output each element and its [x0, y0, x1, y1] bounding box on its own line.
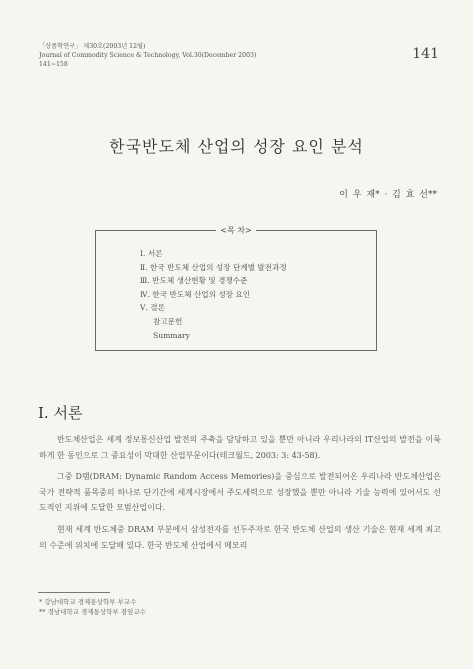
body-text — [39, 432, 441, 559]
paper-title: 한국반도체 산업의 성장 요인 분석 — [109, 137, 364, 156]
toc-item-2: Ⅱ. 한국 반도체 산업의 성장 단계별 발전과정 — [140, 262, 287, 272]
journal-header-line1: 「상품학연구」 제30호(2003년 12월) — [39, 43, 146, 50]
toc-item-4: Ⅳ. 한국 반도체 산업의 성장 요인 — [140, 289, 251, 299]
toc-item-1: Ⅰ. 서론 — [140, 249, 163, 258]
toc-item-3: Ⅲ. 반도체 생산현황 및 경쟁수준 — [140, 276, 248, 286]
section-heading: Ⅰ. 서론 — [38, 404, 83, 422]
page-number: 141 — [412, 46, 439, 62]
footnote-divider — [38, 592, 110, 593]
toc-list — [140, 247, 287, 342]
paragraph-2: 그중 D램(DRAM: Dynamic Random Access Memories)을 중심으로 발전되어온 우리나라 반도체산업은 국가 전략적 품목중의 하나로 단기간에 세계시장에서 주도세력으로 성장했을 뿐만 아니라 기술 능력에 있어서도 선도적인 지위에 도달한 모범산업이다. — [39, 472, 441, 513]
authors: 이 우 재* · 김 효 선** — [339, 190, 437, 200]
toc-title-text: <목 차> — [216, 226, 255, 235]
toc-item-summary: Summary — [153, 330, 190, 340]
toc-item-references: 참고문헌 — [153, 316, 183, 326]
footnote-2: ** 경남대학교 경제통상학부 겸임교수 — [39, 608, 146, 616]
paragraph-3: 현재 세계 반도체중 DRAM 부분에서 삼성전자를 선두주자로 한국 반도체 산업의 생산 기술은 현재 세계 최고의 수준에 위치에 도달해 있다. 한국 반도체 산업에서 메모리 — [39, 524, 441, 550]
journal-header-line2: Journal of Commodity Science & Technology, Vol.30(December 2003) — [39, 52, 257, 59]
footnote-1: * 강남대학교 경제통상학부 부교수 — [39, 598, 137, 606]
paragraph-1: 반도체산업은 세계 정보통신산업 발전의 주축을 담당하고 있을 뿐만 아니라 우리나라의 IT산업의 발전을 이룩하게 한 동인으로 그 중요성이 막대한 산업부문이다(테크월드, 2003: 3: 43-58). — [39, 435, 441, 460]
table-of-contents — [95, 226, 377, 351]
toc-item-5: Ⅴ. 결론 — [140, 303, 165, 313]
journal-header-pages: 141~158 — [39, 61, 68, 68]
toc-title — [96, 225, 376, 236]
